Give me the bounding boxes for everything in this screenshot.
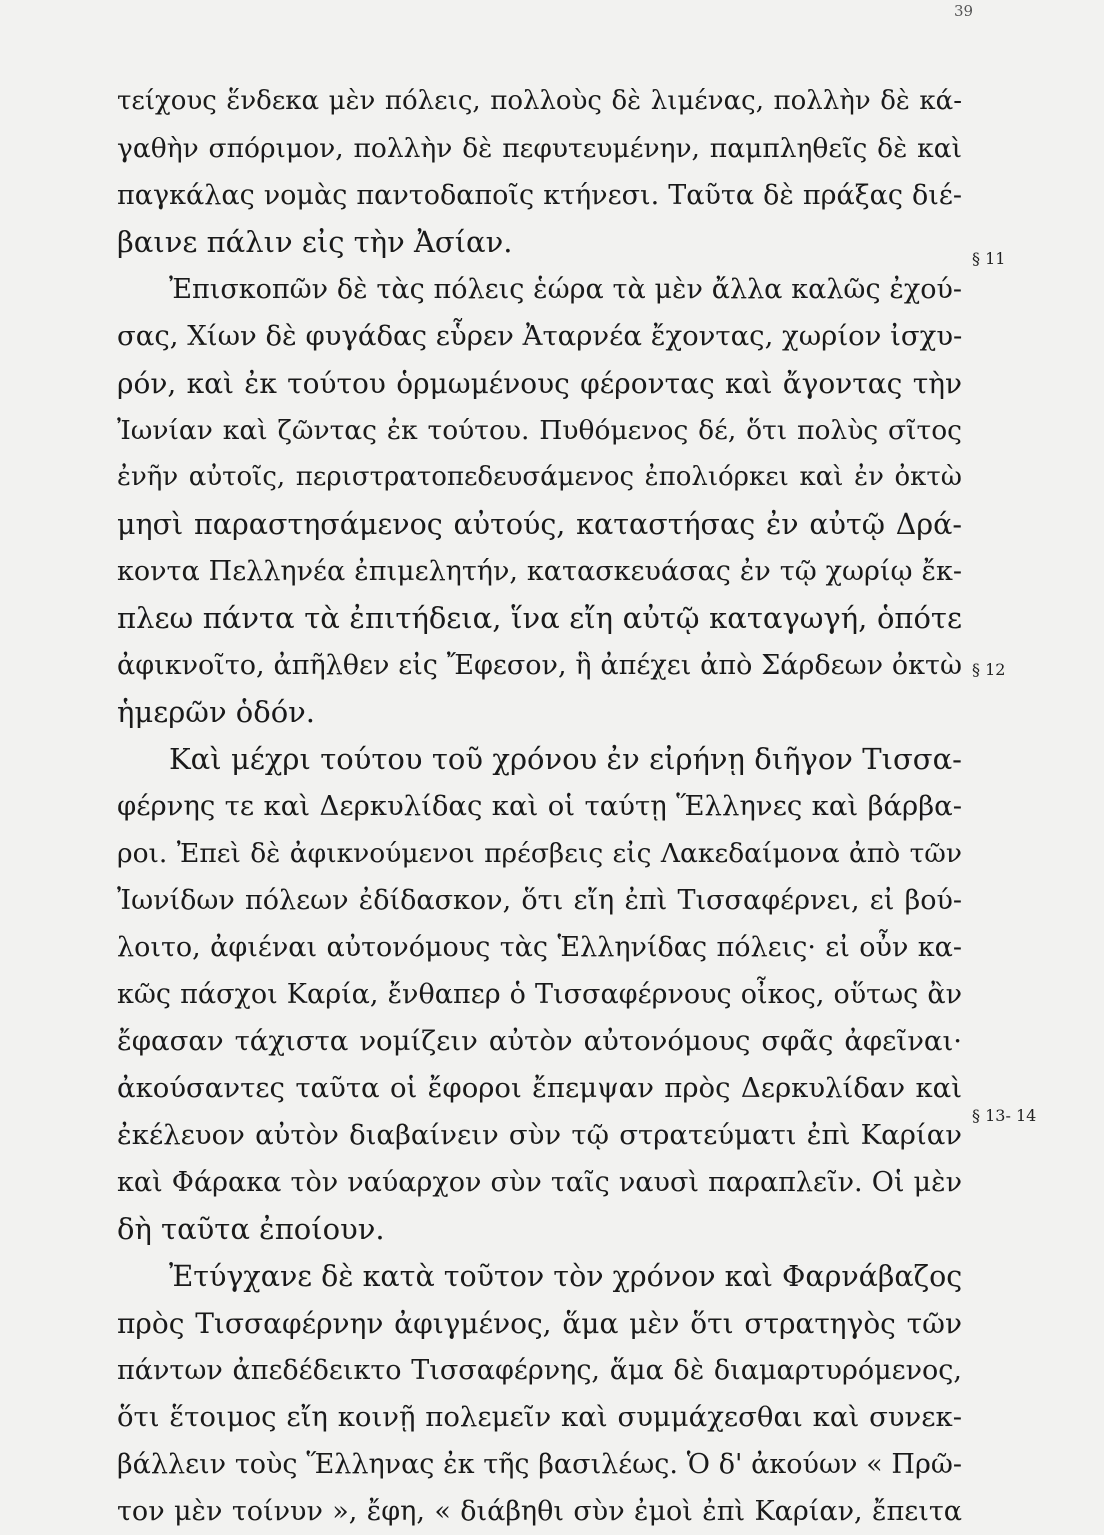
section-marker-11: § 11 [972,249,1006,268]
text-line: πάντων ἀπεδέδεικτο Τισσαφέρνης, ἅμα δὲ διαμαρτυρόμενος, [117,1355,962,1386]
text-line: Ἰωνίδων πόλεων ἐδίδασκον, ὅτι εἴη ἐπὶ Τισσαφέρνει, εἰ βού- [117,885,962,916]
section-marker-12: § 12 [972,660,1006,679]
text-line: πλεω πάντα τὰ ἐπιτήδεια, ἵνα εἴη αὐτῷ καταγωγή, ὁπότε [117,601,962,635]
text-line: τον μὲν τοίνυν », ἔφη, « διάβηθι σὺν ἐμοὶ ἐπὶ Καρίαν, ἔπειτα [117,1496,962,1527]
text-line: ροι. Ἐπεὶ δὲ ἀφικνούμενοι πρέσβεις εἰς Λακεδαίμονα ἀπὸ τῶν [117,838,962,869]
text-line: ρόν, καὶ ἐκ τούτου ὁρμωμένους φέροντας καὶ ἄγοντας τὴν [117,367,962,400]
page-number: 39 [954,2,974,20]
text-line: βαινε πάλιν εἰς τὴν Ἀσίαν. [117,225,513,259]
text-line: πρὸς Τισσαφέρνην ἀφιγμένος, ἅμα μὲν ὅτι στρατηγὸς τῶν [117,1307,962,1340]
text-line: ὅτι ἕτοιμος εἴη κοινῇ πολεμεῖν καὶ συμμάχεσθαι καὶ συνεκ- [117,1401,962,1433]
text-line: ἀφικνοῖτο, ἀπῆλθεν εἰς Ἔφεσον, ἣ ἀπέχει ἀπὸ Σάρδεων ὀκτὼ [117,650,962,681]
text-line: καὶ Φάρακα τὸν ναύαρχον σὺν ταῖς ναυσὶ παραπλεῖν. Οἱ μὲν [117,1167,962,1198]
text-line: ἡμερῶν ὁδόν. [117,695,316,729]
text-line: τείχους ἕνδεκα μὲν πόλεις, πολλοὺς δὲ λιμένας, πολλὴν δὲ κά- [117,86,962,116]
text-line: μησὶ παραστησάμενος αὐτούς, καταστήσας ἐν αὐτῷ Δρά- [117,508,962,541]
text-line: Καὶ μέχρι τούτου τοῦ χρόνου ἐν εἰρήνῃ διῆγον Τισσα- [169,742,962,776]
text-line: σας, Χίων δὲ φυγάδας εὗρεν Ἀταρνέα ἔχοντας, χωρίον ἰσχυ- [117,320,963,352]
text-line: ἐνῆν αὐτοῖς, περιστρατοπεδευσάμενος ἐπολιόρκει καὶ ἐν ὀκτὼ [117,462,962,492]
text-line: ἀκούσαντες ταῦτα οἱ ἔφοροι ἔπεμψαν πρὸς Δερκυλίδαν καὶ [117,1072,962,1104]
text-line: ἐκέλευον αὐτὸν διαβαίνειν σὺν τῷ στρατεύματι ἐπὶ Καρίαν [117,1119,962,1151]
main-text [117,78,962,1535]
text-line: δὴ ταῦτα ἐποίουν. [117,1212,385,1246]
text-line: Ἐτύγχανε δὲ κατὰ τοῦτον τὸν χρόνον καὶ Φαρνάβαζος [169,1260,963,1293]
text-line: βάλλειν τοὺς Ἕλληνας ἐκ τῆς βασιλέως. Ὁ δ' ἀκούων « Πρῶ- [117,1449,962,1480]
text-line: λοιτο, ἀφιέναι αὐτονόμους τὰς Ἑλληνίδας πόλεις· εἰ οὖν κα- [117,932,962,963]
text-line: κοντα Πελληνέα ἐπιμελητήν, κατασκευάσας ἐν τῷ χωρίῳ ἔκ- [117,556,962,587]
text-line: φέρνης τε καὶ Δερκυλίδας καὶ οἱ ταύτῃ Ἕλληνες καὶ βάρβα- [117,790,962,822]
section-marker-13-14: § 13- 14 [972,1106,1037,1125]
text-line: κῶς πάσχοι Καρία, ἔνθαπερ ὁ Τισσαφέρνους οἶκος, οὕτως ἂν [117,979,962,1010]
text-line: γαθὴν σπόριμον, πολλὴν δὲ πεφυτευμένην, παμπληθεῖς δὲ καὶ [117,133,962,164]
text-line: ἔφασαν τάχιστα νομίζειν αὐτὸν αὐτονόμους σφᾶς ἀφεῖναι· [117,1025,962,1057]
text-line: Ἐπισκοπῶν δὲ τὰς πόλεις ἑώρα τὰ μὲν ἄλλα καλῶς ἐχού- [169,274,962,305]
text-line: Ἰωνίαν καὶ ζῶντας ἐκ τούτου. Πυθόμενος δέ, ὅτι πολὺς σῖτος [117,415,962,446]
text-line: παγκάλας νομὰς παντοδαποῖς κτήνεσι. Ταῦτα δὲ πράξας διέ- [117,180,962,211]
